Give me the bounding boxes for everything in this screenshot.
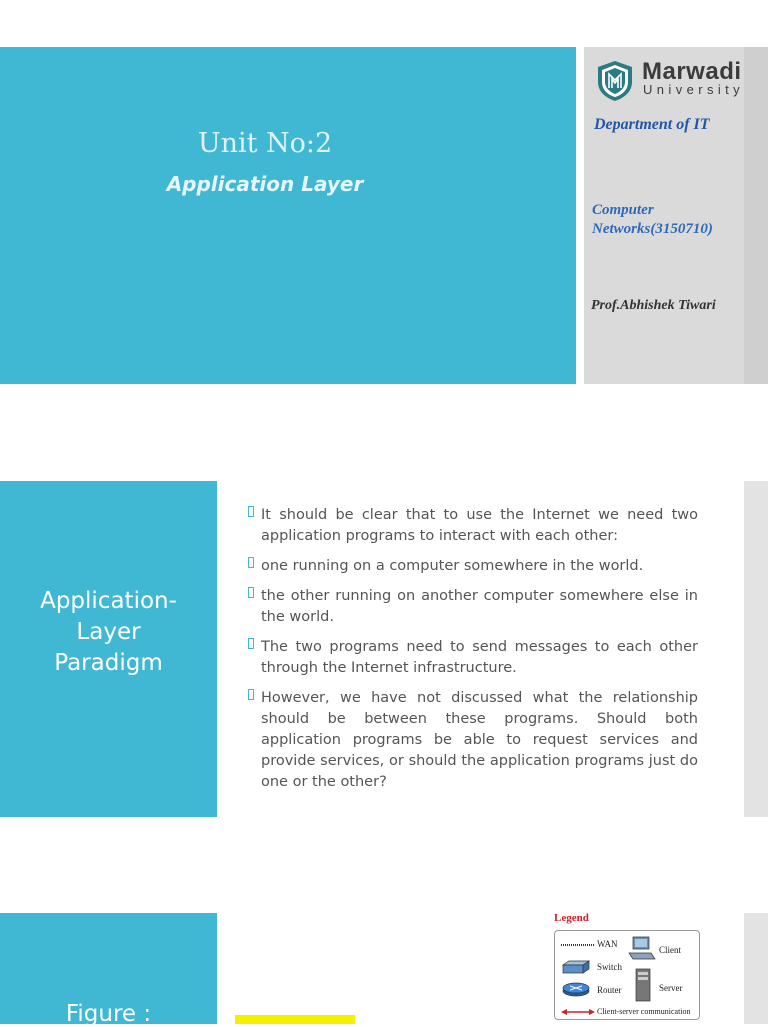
bullet-item (248, 556, 698, 577)
client-computer-icon (627, 935, 657, 961)
title-slide-edge-strip (744, 47, 768, 384)
paradigm-title-line-3: Paradigm (54, 650, 163, 676)
course-name (592, 201, 713, 239)
square-bullet-icon (248, 689, 254, 700)
bullet-text: However, we have not discussed what the relationship should be between these programs. Should both application programs be able to request services and provide services, or should the application programs just do one or the other? (261, 690, 698, 790)
legend-box (554, 930, 700, 1020)
legend-client-label: Client (659, 945, 681, 955)
paradigm-title-line-1: Application- (40, 588, 177, 614)
professor-name: Prof.Abhishek Tiwari (591, 298, 716, 313)
legend-communication-label: Client-server communication (597, 1007, 691, 1016)
course-line-1: Computer (592, 202, 654, 218)
bullet-text: The two programs need to send messages to each other through the Internet infrastructure. (261, 639, 698, 676)
square-bullet-icon (248, 557, 254, 568)
server-icon (633, 967, 653, 1003)
wan-line-icon (561, 943, 595, 947)
square-bullet-icon (248, 638, 254, 649)
legend-wan-label: WAN (597, 939, 618, 949)
paradigm-slide-edge-strip (744, 481, 768, 817)
router-icon (561, 981, 591, 997)
legend-server-label: Server (659, 983, 683, 993)
bullet-item (248, 586, 698, 628)
bullet-text: one running on a computer somewhere in the world. (261, 558, 644, 574)
legend-title: Legend (554, 912, 589, 924)
university-label: University (643, 82, 745, 97)
bullet-text: the other running on another computer somewhere else in the world. (261, 588, 698, 625)
bullet-text: It should be clear that to use the Internet we need two application programs to interact with each other: (261, 507, 698, 544)
paradigm-bullet-list (248, 505, 698, 802)
square-bullet-icon (248, 587, 254, 598)
client-server-arrow-icon (561, 1008, 595, 1016)
square-bullet-icon (248, 506, 254, 517)
legend-router-label: Router (597, 985, 622, 995)
legend-switch-label: Switch (597, 962, 623, 972)
department-name: Department of IT (594, 116, 710, 133)
figure-slide-edge-strip (744, 913, 768, 1024)
highlight-box (235, 1015, 355, 1024)
bullet-item (248, 505, 698, 547)
university-logo-icon (596, 60, 634, 102)
paradigm-title-line-2: Layer (76, 619, 141, 645)
unit-subtitle: Application Layer (166, 172, 364, 196)
bullet-item (248, 637, 698, 679)
paradigm-slide-title (0, 586, 217, 679)
bullet-item (248, 688, 698, 793)
title-slide-panel (0, 47, 576, 384)
figure-slide-title: Figure : (65, 1001, 152, 1027)
switch-icon (561, 959, 591, 975)
course-line-2: Networks(3150710) (592, 221, 713, 237)
unit-title: Unit No:2 (197, 128, 333, 159)
university-name: Marwadi (642, 58, 742, 85)
